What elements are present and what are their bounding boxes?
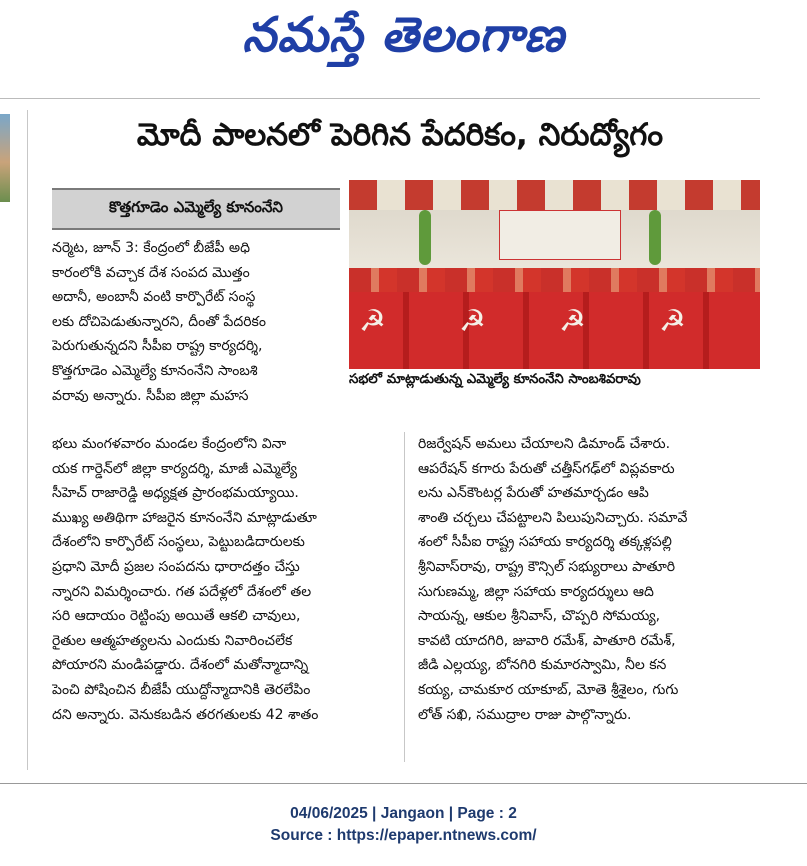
edition-info: 04/06/2025 | Jangaon | Page : 2: [290, 805, 517, 822]
article-line: ప్రధాని మోదీ ప్రజల సంపదను ధారాదత్తం చేస్తు: [52, 558, 300, 575]
photo-canopy: [349, 180, 760, 210]
article-subhead: [52, 188, 340, 230]
page-footer: [0, 803, 807, 847]
subhead-text: కొత్తగూడెం ఎమ్మెల్యే కూనంనేని: [109, 198, 283, 216]
article-line: రైతుల ఆత్మహత్యలను ఎందుకు నివారించలేక: [52, 632, 293, 649]
article-column-b: [52, 432, 394, 727]
top-divider: [0, 98, 760, 99]
article-line: వరావు అన్నారు. సీపీఐ జిల్లా మహస: [52, 387, 249, 404]
hammer-sickle-icon: ☭: [459, 304, 486, 339]
article-line: యక గార్డెన్‌లో జిల్లా కార్యదర్శి, మాజీ ఎమ్మెల్యే: [52, 460, 298, 477]
article-line: పోయారని మండిపడ్డారు. దేశంలో మతోన్మాదాన్ని: [52, 657, 309, 674]
article-headline: [40, 106, 760, 170]
article-line: భలు మంగళవారం మండల కేంద్రంలోని వినా: [52, 436, 287, 452]
article-line: జీడి ఎల్లయ్య, బోనగిరి కుమారస్వామి, నీల కన: [418, 657, 667, 674]
hammer-sickle-icon: ☭: [359, 304, 386, 339]
article-line: సీహెచ్ రాజారెడ్డి అధ్యక్షత ప్రారంభమయ్యాయి.: [52, 485, 299, 502]
article-line: నర్మెట, జూన్ 3: కేంద్రంలో బీజేపీ అధి: [52, 240, 250, 256]
article-line: శంలో సీపీఐ రాష్ట్ర సహాయ కార్యదర్శి తక్కళ్లపల్లి: [418, 534, 672, 551]
article-column-c: [418, 432, 760, 727]
photo-garland: [649, 210, 661, 265]
adjacent-article-strip: [0, 100, 14, 780]
column-divider-left: [27, 110, 28, 770]
article-line: సాయన్న, ఆకుల శ్రీనివాస్, చొప్పరి సోమయ్య,: [418, 608, 661, 625]
article-line: కొత్తగూడెం ఎమ్మెల్యే కూనంనేని సాంబశి: [52, 362, 258, 379]
article-line: న్నారని విమర్శించారు. గత పదేళ్లలో దేశంలో తల: [52, 583, 312, 600]
page-right-margin: [779, 100, 807, 780]
newspaper-title: నమస్తే తెలంగాణ: [242, 7, 565, 63]
photo-caption: సభలో మాట్లాడుతున్న ఎమ్మెల్యే కూనంనేని సాంబశివరావు: [349, 372, 641, 387]
article-line: అదానీ, అంబానీ వంటి కార్పొరేట్ సంస్థ: [52, 289, 256, 306]
article-line: కయ్య, చామకూర యాకూబ్, మోతె శ్రీశైలం, గుగు: [418, 681, 679, 698]
source-link[interactable]: Source : https://epaper.ntnews.com/: [270, 827, 537, 844]
article-line: కారంలోకి వచ్చాక దేశ సంపద మొత్తం: [52, 264, 250, 281]
article-line: లకు దోచిపెడుతున్నారని, దీంతో పేదరికం: [52, 313, 266, 330]
article-line: పెరుగుతున్నదని సీపీఐ రాష్ట్ర కార్యదర్శి,: [52, 338, 263, 355]
adjacent-photo-fragment: [0, 114, 10, 202]
footer-divider: [0, 783, 807, 784]
article-line: కావటి యాదగిరి, జువారి రమేశ్, పాతూరి రమేశ్,: [418, 632, 676, 649]
article-line: శాంతి చర్చలు చేపట్టాలని పిలుపునిచ్చారు. సమావే: [418, 509, 688, 526]
article-line: సరి ఆదాయం రెట్టింపు అయితే ఆకలి చావులు,: [52, 608, 301, 625]
article-line: ఆపరేషన్ కగారు పేరుతో చత్తీస్‌గఢ్‌లో విప్లవకారు: [418, 460, 675, 477]
article-line: దేశంలోని కార్పొరేట్ సంస్థలు, పెట్టుబడిదారులకు: [52, 534, 305, 551]
article-line: శ్రీనివాస్‌రావు, రాష్ట్ర కౌన్సిల్ సభ్యురాలు పాతూరి: [418, 558, 676, 575]
article-line: ముఖ్య అతిథిగా హాజరైన కూనంనేని మాట్లాడుతూ: [52, 509, 317, 526]
article-line: రిజర్వేషన్ అమలు చేయాలని డిమాండ్ చేశారు.: [418, 436, 671, 452]
photo-stage-banner: [499, 210, 621, 260]
column-divider: [404, 432, 405, 762]
article-column-a: [52, 236, 342, 408]
masthead: [0, 0, 807, 82]
article-photo: [349, 180, 760, 369]
photo-garland: [419, 210, 431, 265]
article-line: దని అన్నారు. వెనుకబడిన తరగతులకు 42 శాతం: [52, 706, 319, 723]
article-line: లను ఎన్‌కౌంటర్ల పేరుతో హతమార్చడం ఆపి: [418, 485, 649, 502]
article-line: పెంచి పోషించిన బీజేపీ యుద్దోన్మాదానికి తెరలేపిం: [52, 681, 311, 698]
hammer-sickle-icon: ☭: [659, 304, 686, 339]
article-line: సుగుణమ్మ, జిల్లా సహాయ కార్యదర్శులు ఆది: [418, 583, 654, 600]
headline-text: మోదీ పాలనలో పెరిగిన పేదరికం, నిరుద్యోగం: [136, 116, 664, 153]
article-line: లోత్ సఖి, సముద్రాల రాజు పాల్గొన్నారు.: [418, 706, 632, 723]
hammer-sickle-icon: ☭: [559, 304, 586, 339]
photo-flag-row: [349, 292, 760, 369]
